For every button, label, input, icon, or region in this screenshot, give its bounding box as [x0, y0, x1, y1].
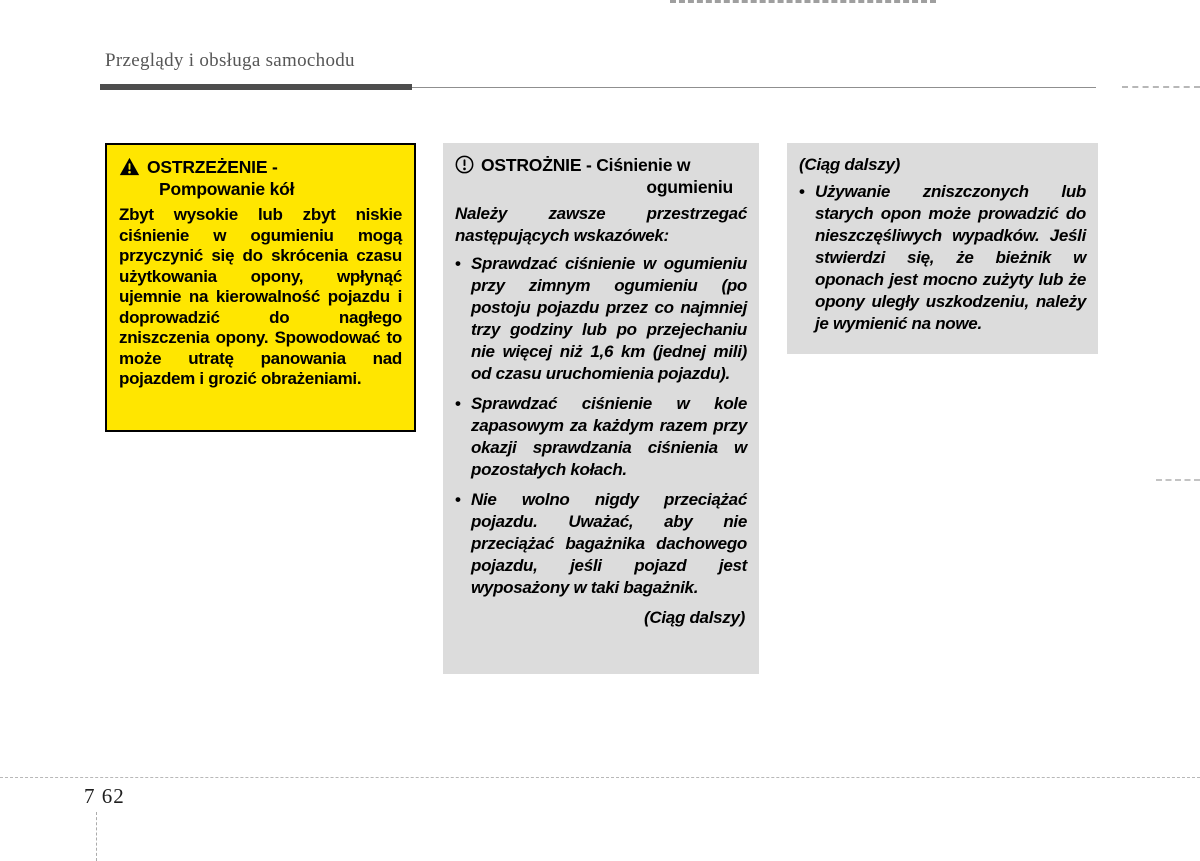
caution-bullet-list — [455, 253, 747, 599]
scan-artifact-top — [670, 0, 936, 3]
warning-title-line2: Pompowanie kół — [159, 179, 295, 199]
page-title: Przeglądy i obsługa samochodu — [105, 50, 355, 71]
continuation-label: (Ciąg dalszy) — [799, 155, 900, 174]
caution-title-lines — [481, 154, 747, 198]
warning-triangle-icon — [119, 157, 140, 181]
caution-exclamation-icon — [455, 155, 474, 179]
caution-bullet-3 — [455, 489, 747, 599]
footer-crop-mark — [96, 812, 97, 861]
warning-title-lines — [147, 156, 402, 200]
scan-artifact-right-upper — [1122, 86, 1200, 88]
header-rule-accent — [100, 84, 412, 90]
warning-box-title — [119, 156, 402, 200]
caution-title-line2: ogumieniu — [646, 177, 733, 197]
warning-box — [105, 143, 416, 432]
bullet-marker: • — [799, 182, 805, 201]
caution-box — [443, 143, 759, 674]
bullet-marker: • — [455, 490, 461, 509]
continuation-box — [787, 143, 1098, 354]
caution-title-line1: OSTROŻNIE - Ciśnienie w — [481, 155, 691, 175]
caution-box-title — [455, 154, 747, 198]
caution-bullet-2 — [455, 393, 747, 481]
continuation-bullet-list — [799, 181, 1086, 335]
bullet-marker: • — [455, 394, 461, 413]
caution-intro-text: Należy zawsze przestrzegać następujących wskazówek: — [455, 204, 747, 245]
warning-body-text: Zbyt wysokie lub zbyt niskie ciśnienie w ogumieniu mogą przyczynić się do skrócenia czasu użytkowania opony, wpłynąć ujemnie na kierowalność pojazdu i doprowadzić do nagłego zniszczenia opony. Spowodować to może utratę panowania nad pojazdem i grozić obrażeniami. — [119, 205, 402, 388]
caution-bullet-2-text: Sprawdzać ciśnienie w kole zapasowym za każdym razem przy okazji sprawdzania ciśnienia w pozostałych kołach. — [471, 394, 747, 479]
continuation-bullet-1-text: Używanie zniszczonych lub starych opon może prowadzić do nieszczęśliwych wypadków. Jeśli stwierdzi się, że bieżnik w oponach jest mocno zużyty lub że opony uległy uszkodzeniu, należy je wymienić na nowe. — [815, 182, 1086, 333]
scan-artifact-right-lower — [1156, 479, 1200, 481]
caution-continuation-note: (Ciąg dalszy) — [644, 608, 745, 627]
caution-bullet-3-text: Nie wolno nigdy przeciążać pojazdu. Uważać, aby nie przeciążać bagażnika dachowego pojazdu, jeśli pojazd jest wyposażony w taki bagażnik. — [471, 490, 747, 597]
page-number: 7 62 — [84, 784, 125, 808]
caution-bullet-1 — [455, 253, 747, 385]
bullet-marker: • — [455, 254, 461, 273]
warning-title-line1: OSTRZEŻENIE - — [147, 157, 278, 177]
footer-divider-line — [0, 777, 1200, 778]
caution-bullet-1-text: Sprawdzać ciśnienie w ogumieniu przy zimnym ogumieniu (po postoju pojazdu przez co najmniej trzy godziny lub po przejechaniu nie więcej niż 1,6 km (jednej mili) od czasu uruchomienia pojazdu). — [471, 254, 747, 383]
continuation-bullet-1 — [799, 181, 1086, 335]
